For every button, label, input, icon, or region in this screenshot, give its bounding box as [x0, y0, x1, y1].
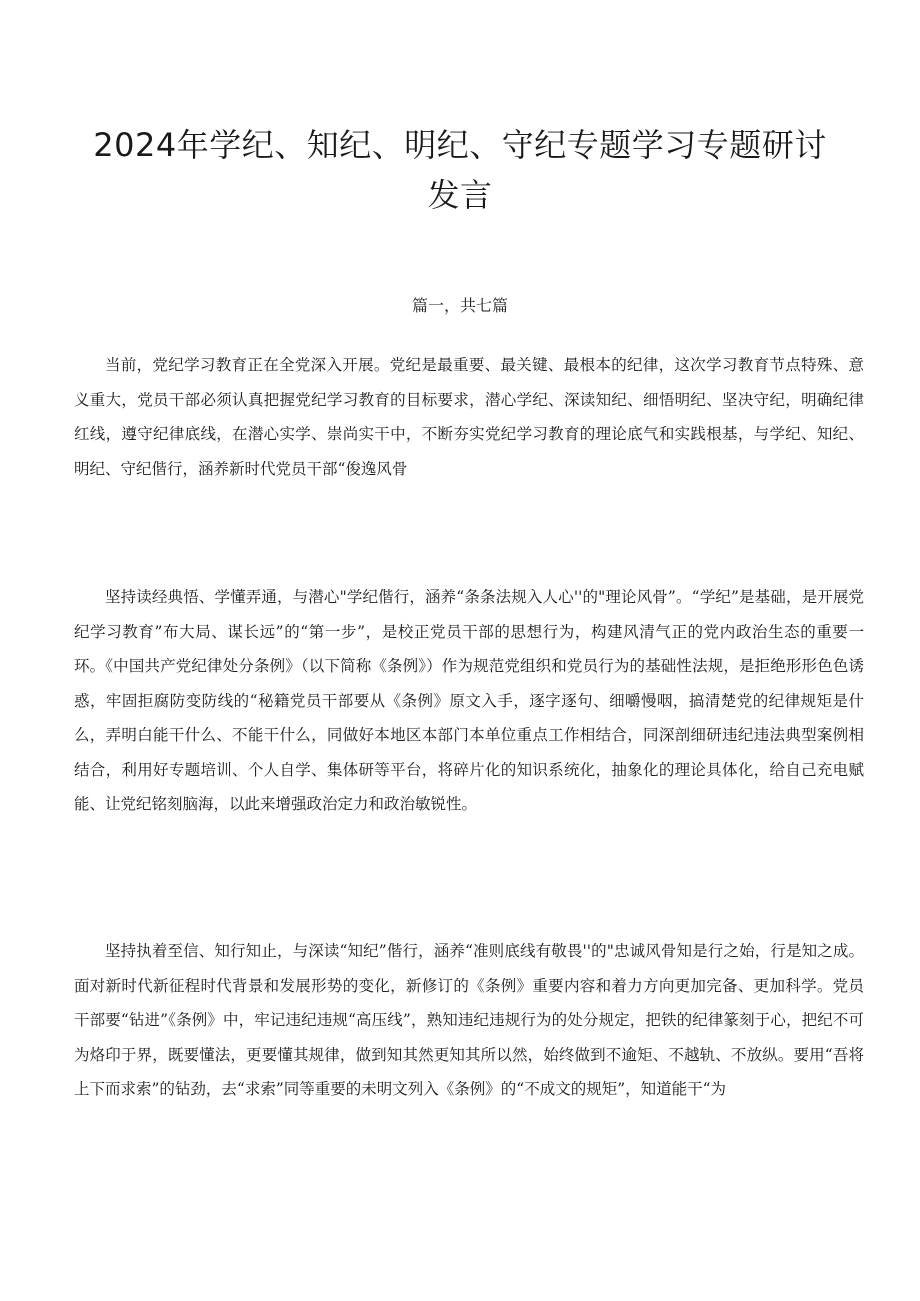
section-heading: 篇一，共七篇: [411, 296, 508, 315]
paragraph-1: 当前，党纪学习教育正在全党深入开展。党纪是最重要、最关键、最根本的纪律，这次学习教育节点特殊、意义重大，党员干部必须认真把握党纪学习教育的目标要求，潜心学纪、深读知纪、细悟明纪、坚决守纪，明确纪律红线，遵守纪律底线，在潜心实学、崇尚实干中，不断夯实党纪学习教育的理论底气和实践根基，与学纪、知纪、明纪、守纪偕行，涵养新时代党员干部“俊逸风骨: [74, 356, 864, 478]
paragraph-2: 坚持读经典悟、学懂弄通，与潜心"学纪偕行，涵养“条条法规入人心''的"理论风骨”。“学纪”是基础，是开展党纪学习教育”布大局、谋长远”的“第一步”，是校正党员干部的思想行为，构建风清气正的党内政治生态的重要一环。《中国共产党纪律处分条例》（以下简称《条例》）作为规范党组织和党员行为的基础性法规，是拒绝形形色色诱惑，牢固拒腐防变防线的“秘籍党员干部要从《条例》原文入手，逐字逐句、细嚼慢咽，搞清楚党的纪律规矩是什么，弄明白能干什么、不能干什么，同做好本地区本部门本单位重点工作相结合，同深剖细研违纪违法典型案例相结合，利用好专题培训、个人自学、集体研等平台，将碎片化的知识系统化，抽象化的理论具体化，给自己充电赋能、让党纪铭刻脑海，以此来增强政治定力和政治敏锐性。: [74, 588, 864, 813]
paragraph-3: 坚持执着至信、知行知止，与深读“知纪”偕行，涵养“准则底线有敬畏''的"忠诚风骨知是行之始，行是知之成。面对新时代新征程时代背景和发展形势的变化，新修订的《条例》重要内容和着力方向更加完备、更加科学。党员干部要“钻进”《条例》中，牢记违纪违规“高压线”，熟知违纪违规行为的处分规定，把铁的纪律篆刻于心，把纪不可为烙印于界，既要懂法，更要懂其规律，做到知其然更知其所以然，始终做到不逾矩、不越轨、不放纵。要用“吾将上下而求索”的钻劲，去“求索”同等重要的未明文列入《条例》的“不成文的规矩”，知道能干“为: [74, 942, 864, 1098]
title-line-2: 发言: [427, 176, 493, 214]
document-title: [60, 120, 860, 220]
title-line-1: 2024年学纪、知纪、明纪、守纪专题学习专题研讨: [93, 126, 827, 164]
